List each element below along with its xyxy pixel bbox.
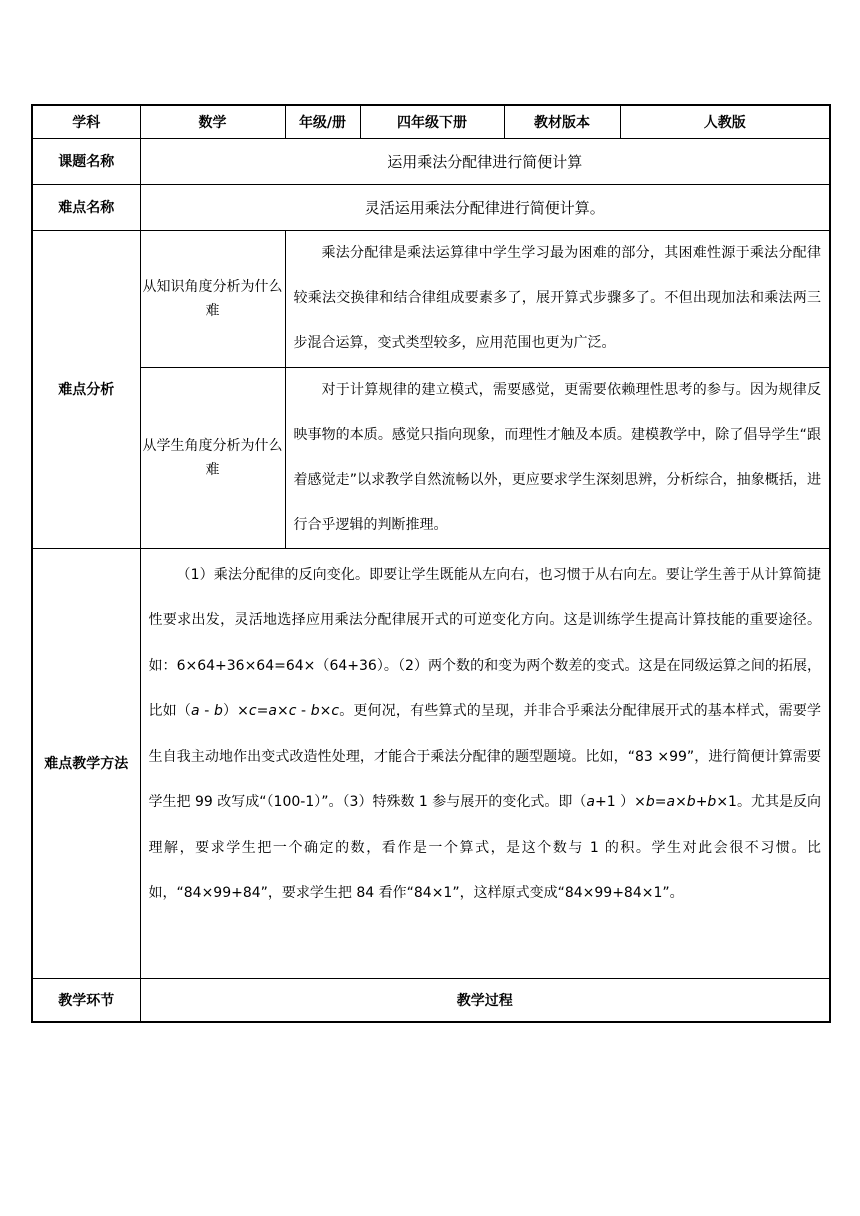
method-text (141, 549, 830, 925)
method-cell (140, 548, 830, 978)
method-part-5: +1 ）× (595, 794, 646, 810)
difficulty-title: 灵活运用乘法分配律进行简便计算。 (140, 184, 830, 230)
var-a: a (268, 703, 277, 719)
op-times: × (276, 703, 289, 719)
var-c: c (248, 703, 257, 719)
var-b: b (645, 794, 655, 810)
var-c: c (288, 703, 297, 719)
op-minus: - (296, 703, 311, 719)
grade-label: 年级/册 (285, 105, 360, 138)
lesson-title: 运用乘法分配律进行简便计算 (140, 138, 830, 184)
op-plus: + (695, 794, 708, 810)
knowledge-cell (285, 230, 830, 367)
subject-value: 数学 (140, 105, 285, 138)
op-times: × (675, 794, 687, 810)
var-b: b (686, 794, 696, 810)
var-b: b (310, 703, 320, 719)
op-times: × (319, 703, 332, 719)
edition-value: 人教版 (620, 105, 830, 138)
process-row (32, 978, 830, 1022)
var-a: a (191, 703, 200, 719)
lesson-row (32, 138, 830, 184)
var-b: b (213, 703, 223, 719)
difficulty-row (32, 184, 830, 230)
method-formula-1: 6×64+36×64=64×（64+36） (176, 657, 384, 674)
var-b: b (707, 794, 717, 810)
knowledge-label: 从知识角度分析为什么难 (140, 230, 285, 367)
method-part-3: ）× (222, 703, 249, 719)
edition-label: 教材版本 (504, 105, 620, 138)
method-label: 难点教学方法 (32, 548, 140, 978)
analysis-row-knowledge (32, 230, 830, 367)
method-part-2: 。（2）两个数的和变为两个数差的变式。这是在同级运算之间的拓展，比如（ (148, 657, 822, 719)
knowledge-text: 乘法分配律是乘法运算律中学生学习最为困难的部分，其困难性源于乘法分配律较乘法交换律和结合律组成要素多了，展开算式步骤多了。不但出现加法和乘法两三步混合运算，变式类型较多，应用范围也更为广泛。 (293, 245, 821, 351)
var-a: a (666, 794, 676, 810)
lesson-plan-table (31, 104, 831, 1023)
subject-label: 学科 (32, 105, 140, 138)
student-label: 从学生角度分析为什么难 (140, 367, 285, 548)
lesson-label: 课题名称 (32, 138, 140, 184)
method-part-4: 。更何况，有些算式的呈现，并非合乎乘法分配律展开式的基本样式，需要学生自我主动地作出变式改造性处理，才能合于乘法分配律的题型题境。比如，“83 ×99”，进行简便计算需要学生把 99 改写成“（100-1）”。（3）特殊数 1 参与展开的变化式。即（ (148, 703, 822, 810)
var-a: a (586, 794, 595, 810)
method-row (32, 548, 830, 978)
analysis-row-student (32, 367, 830, 548)
student-cell (285, 367, 830, 548)
op-equals: = (256, 703, 269, 719)
stage-label: 教学环节 (32, 978, 140, 1022)
method-part-1: （1）乘法分配律的反向变化。即要让学生既能从左向右，也习惯于从右向左。要让学生善于从计算简捷性要求出发，灵活地选择应用乘法分配律展开式的可逆变化方向。这是训练学生提高计算技能的重要途径。如： (148, 566, 821, 674)
analysis-label: 难点分析 (32, 230, 140, 548)
header-row (32, 105, 830, 138)
grade-value: 四年级下册 (360, 105, 504, 138)
var-c: c (331, 703, 340, 719)
student-text: 对于计算规律的建立模式，需要感觉，更需要依赖理性思考的参与。因为规律反映事物的本质。感觉只指向现象，而理性才触及本质。建模教学中，除了倡导学生“跟着感觉走”以求教学自然流畅以外，更应要求学生深刻思辨，分析综合，抽象概括，进行合乎逻辑的判断推理。 (293, 381, 821, 533)
op-minus: - (199, 703, 214, 719)
op-equals: = (654, 794, 667, 810)
difficulty-label: 难点名称 (32, 184, 140, 230)
method-part-6: ×1。尤其是反向理解，要求学生把一个确定的数，看作是一个算式，是这个数与 1 的积。学生对此会很不习惯。比如，“84×99+84”，要求学生把 84 看作“84×1”，这样原式变成“84×99+84×1”。 (148, 794, 822, 901)
process-label: 教学过程 (140, 978, 830, 1022)
